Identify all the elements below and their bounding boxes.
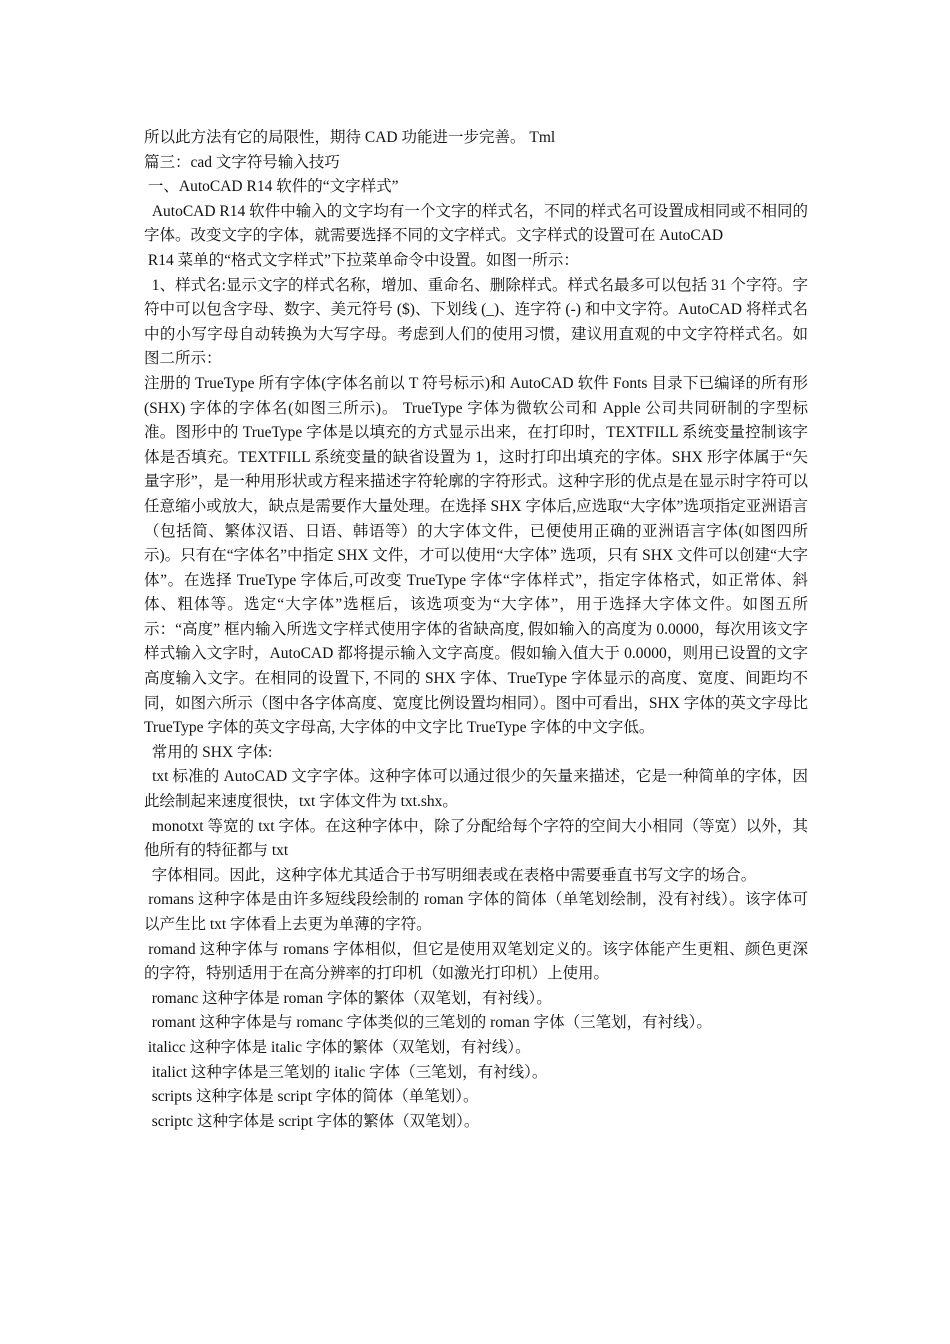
section-heading: 篇三：cad 文字符号输入技巧 (144, 153, 340, 171)
paragraph-monotxt-continued: 字体相同。因此，这种字体尤其适合于书写明细表或在表格中需要垂直书写文字的场合。 (144, 866, 757, 884)
paragraph-romans-font: romans 这种字体是由许多短线段绘制的 roman 字体的简体（单笔划绘制，没有衬线）。该字体可以产生比 txt 字体看上去更为单薄的字符。 (144, 891, 809, 933)
document-page (144, 126, 812, 1134)
paragraph-scriptc-font: scriptc 这种字体是 script 字体的繁体（双笔划）。 (144, 1112, 480, 1130)
paragraph-italicc-font: italicc 这种字体是 italic 字体的繁体（双笔划，有衬线）。 (144, 1038, 531, 1056)
paragraph-fonts-description: 注册的 TrueType 所有字体(字体名前以 T 符号标示)和 AutoCAD 软件 Fonts 目录下已编译的所有形 (SHX) 字体的字体名(如图三所示)。 TrueType 字体为微软公司和 Apple 公司共同研制的字型标准。图形中的 TrueType 字体是以填充的方式显示出来，在打印时，TEXTFILL 系统变量控制该字体是否填充。TEXTFILL 系统变量的缺省设置为 1，这时打印出填充的字体。SHX 形字体属于“矢量字形”，是一种用形状或方程来描述字符轮廓的字符形式。这种字形的优点是在显示时字符可以任意缩小或放大，缺点是需要作大量处理。在选择 SHX 字体后,应选取“大字体”选项指定亚洲语言（包括简、繁体汉语、日语、韩语等）的大字体文件，已便使用正确的亚洲语言字体(如图四所示)。只有在“字体名”中指定 SHX 文件，才可以使用“大字体” 选项，只有 SHX 文件可以创建“大字体”。在选择 TrueType 字体后,可改变 TrueType 字体“字体样式”，指定字体格式，如正常体、斜体、粗体等。选定“大字体”选框后，该选项变为“大字体”，用于选择大字体文件。如图五所示：“高度” 框内输入所选文字样式使用字体的省缺高度, 假如输入的高度为 0.0000，每次用该文字样式输入文字时，AutoCAD 都将提示输入文字高度。假如输入值大于 0.0000，则用已设置的文字高度输入文字。在相同的设置下, 不同的 SHX 字体、TrueType 字体显示的高度、宽度、间距均不同，如图六所示（图中各字体高度、宽度比例设置均相同）。图中可看出，SHX 字体的英文字母比 TrueType 字体的英文字母高, 大字体的中文字比 TrueType 字体的中文字低。 (144, 374, 812, 737)
paragraph-monotxt-font: monotxt 等宽的 txt 字体。在这种字体中，除了分配给每个字符的空间大小相同（等宽）以外，其他所有的特征都与 txt (144, 817, 808, 860)
paragraph-intro-end: 所以此方法有它的局限性，期待 CAD 功能进一步完善。 Tml (144, 129, 556, 146)
paragraph-common-shx-heading: 常用的 SHX 字体: (144, 743, 273, 761)
paragraph-txt-font: txt 标准的 AutoCAD 文字字体。这种字体可以通过很少的矢量来描述，它是一种简单的字体，因此绘制起来速度很快，txt 字体文件为 txt.shx。 (144, 768, 808, 811)
paragraph-text-style-intro: AutoCAD R14 软件中输入的文字均有一个文字的样式名，不同的样式名可设置成相同或不相同的字体。改变文字的字体，就需要选择不同的文字样式。文字样式的设置可在 AutoCAD (144, 202, 809, 245)
paragraph-italict-font: italict 这种字体是三笔划的 italic 字体（三笔划，有衬线）。 (144, 1063, 548, 1081)
paragraph-romanc-font: romanc 这种字体是 roman 字体的繁体（双笔划，有衬线）。 (144, 989, 552, 1007)
paragraph-menu-location: R14 菜单的“格式文字样式”下拉菜单命令中设置。如图一所示： (144, 251, 579, 269)
paragraph-romant-font: romant 这种字体是与 romanc 字体类似的三笔划的 roman 字体（三笔划，有衬线）。 (144, 1014, 712, 1032)
paragraph-scripts-font: scripts 这种字体是 script 字体的简体（单笔划）。 (144, 1088, 479, 1106)
paragraph-style-name: 1、样式名:显示文字的样式名称，增加、重命名、删除样式。样式名最多可以包括 31 个字符。字符中可以包含字母、数字、美元符号 ($)、下划线 (_)、连字符 (-) 和中文字符。AutoCAD 将样式名中的小写字母自动转换为大写字母。考虑到人们的使用习惯，建议用直观的中文字符样式名。如图二所示： (144, 276, 809, 368)
paragraph-romand-font: romand 这种字体与 romans 字体相似，但它是使用双笔划定义的。该字体能产生更粗、颜色更深的字符，特别适用于在高分辨率的打印机（如激光打印机）上使用。 (144, 940, 808, 983)
subsection-heading: 一、AutoCAD R14 软件的“文字样式” (144, 178, 399, 196)
